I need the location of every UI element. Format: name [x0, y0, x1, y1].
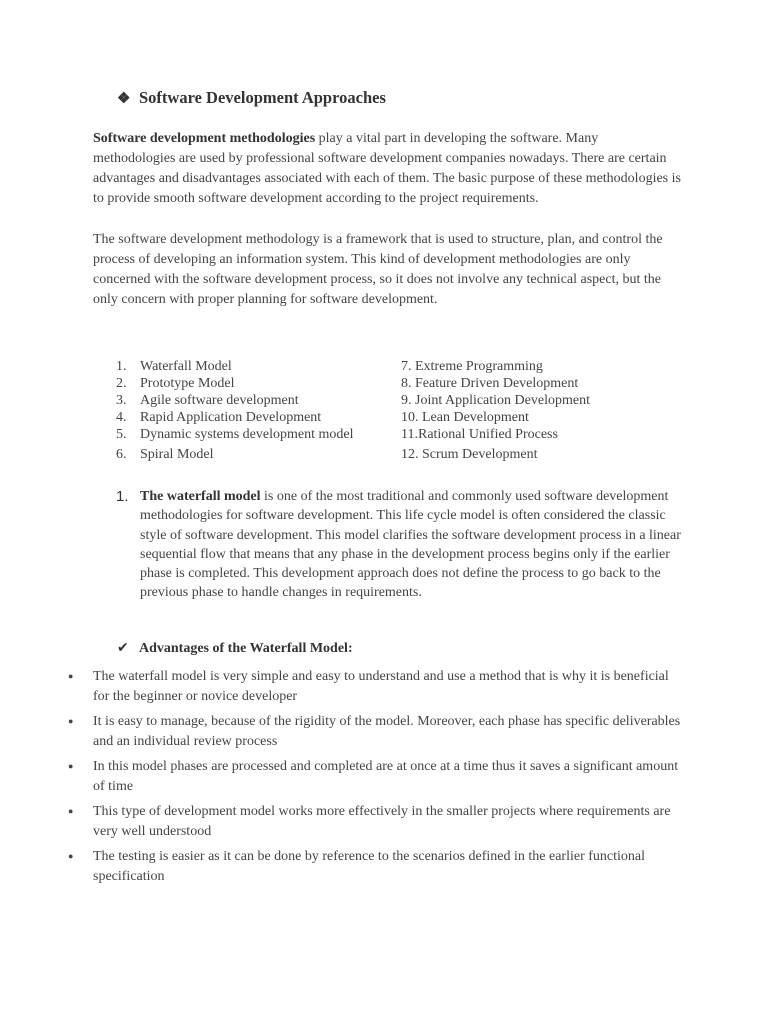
methods-list-item: 6. Spiral Model — [116, 447, 214, 462]
methods-list-item: 10. Lean Development — [401, 410, 529, 425]
methods-list-item: 4. Rapid Application Development — [116, 410, 322, 425]
section-heading — [117, 88, 386, 108]
methods-list-item: 3. Agile software development — [116, 393, 299, 408]
bullet-icon: ● — [68, 761, 74, 771]
methods-list-item: 5. Dynamic systems development model — [116, 427, 354, 442]
advantage-item: ● In this model phases are processed and completed are at once at a time thus it saves a significant amount of time — [68, 759, 679, 794]
advantages-list — [0, 667, 768, 892]
methods-list-item: 7. Extreme Programming — [401, 359, 543, 374]
bullet-icon: ● — [68, 671, 74, 681]
methods-list-item: 1. Waterfall Model — [116, 359, 232, 374]
advantage-item: ● The testing is easier as it can be done by reference to the scenarios defined in the earlier functional specification — [68, 849, 645, 884]
waterfall-term: The waterfall model — [140, 489, 261, 504]
advantage-item: ● This type of development model works more effectively in the smaller projects where requirements are very well understood — [68, 804, 671, 839]
bullet-icon: ● — [68, 806, 74, 816]
advantage-item: ● The waterfall model is very simple and easy to understand and use a method that is why it is beneficial for the beginner or novice developer — [68, 669, 669, 704]
waterfall-definition: is one of the most traditional and commonly used software development methodologies for software development. This life cycle model is often considered the classic style of software development. This model clarifies the software development process in a linear sequential flow that means that any phase in the development process begins only if the earlier phase is completed. This development approach does not define the process to go back to the previous phase to handle changes in requirements. — [140, 489, 681, 601]
intro-paragraph — [93, 129, 683, 209]
waterfall-text — [140, 487, 686, 603]
methods-list-right — [401, 358, 590, 463]
intro-lead-bold: Software development methodologies — [93, 131, 316, 146]
section-title: Software Development Approaches — [139, 88, 386, 107]
methods-list-item: 12. Scrum Development — [401, 447, 538, 462]
advantages-title: Advantages of the Waterfall Model: — [139, 641, 353, 656]
advantage-item: ● It is easy to manage, because of the rigidity of the model. Moreover, each phase has specific deliverables and an individual review process — [68, 714, 681, 749]
waterfall-description — [116, 487, 686, 603]
waterfall-item-number: 1. — [116, 488, 129, 505]
methodology-paragraph: The software development methodology is a framework that is used to structure, plan, and control the process of developing an information system. This kind of development methodologies are only concerned with the software development process, so it does not involve any technical aspect, but the only concern with proper planning for software development. — [93, 232, 663, 307]
methods-list-item: 11.Rational Unified Process — [401, 427, 558, 442]
methods-list-item: 9. Joint Application Development — [401, 393, 590, 408]
checkmark-icon: ✔ — [117, 640, 129, 656]
intro-lead-text: play a vital part in developing the software. Many methodologies are used by professional software development companies nowadays. There are certain advantages and disadvantages associated with each of them. The basic purpose of these methodologies is to provide smooth software development according to the project requirements. — [93, 131, 681, 206]
methods-list-left — [116, 358, 353, 463]
bullet-icon: ● — [68, 716, 74, 726]
bullet-icon: ● — [68, 851, 74, 861]
diamond-bullet-icon: ❖ — [117, 91, 131, 107]
methods-list-item: 8. Feature Driven Development — [401, 376, 579, 391]
methods-list-item: 2. Prototype Model — [116, 376, 235, 391]
advantages-heading — [117, 640, 353, 657]
